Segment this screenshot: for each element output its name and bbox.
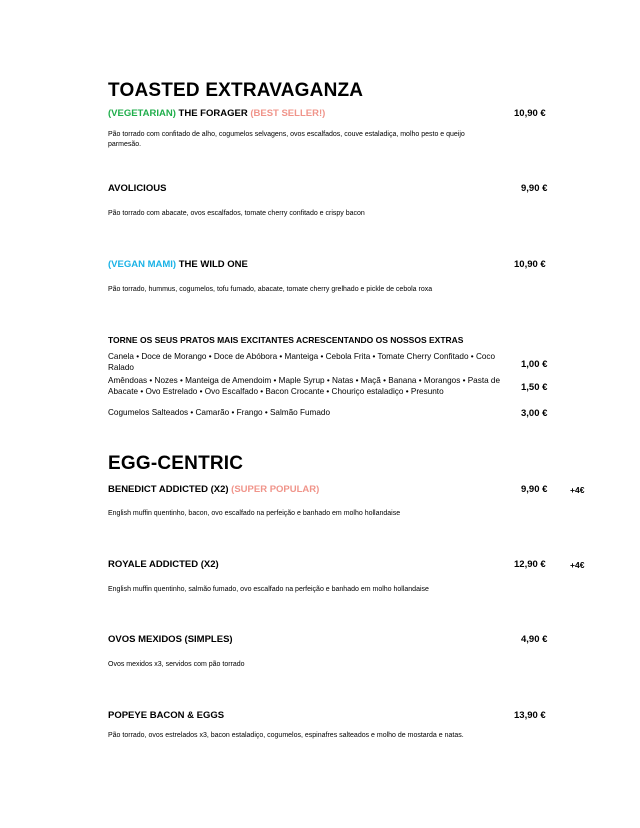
menu-item-forager xyxy=(108,108,325,119)
vegetarian-tag: (VEGETARIAN) xyxy=(108,108,176,119)
item-name: THE FORAGER xyxy=(178,108,248,119)
extras-price-2: 1,50 € xyxy=(521,382,548,393)
description-ovos-mexidos: Ovos mexidos x3, servidos com pão torrado xyxy=(108,661,245,668)
menu-item-royale: ROYALE ADDICTED (X2) xyxy=(108,559,219,570)
best-seller-badge: (BEST SELLER!) xyxy=(250,108,326,119)
extra-benedict: +4€ xyxy=(570,485,585,495)
price-forager: 10,90 € xyxy=(514,108,546,119)
menu-item-avolicious: AVOLICIOUS xyxy=(108,183,167,194)
description-popeye: Pão torrado, ovos estrelados x3, bacon estaladiço, cogumelos, espinafres salteados e molho de mostarda e natas. xyxy=(108,732,464,739)
section-title-egg-centric: EGG-CENTRIC xyxy=(108,453,244,474)
vegan-tag: (VEGAN MAMI) xyxy=(108,259,177,270)
price-avolicious: 9,90 € xyxy=(521,183,548,194)
extras-group-1: Canela • Doce de Morango • Doce de Abóbora • Manteiga • Cebola Frita • Tomate Cherry Confitado • Coco Ralado xyxy=(108,352,496,372)
extras-group-3: Cogumelos Salteados • Camarão • Frango • Salmão Fumado xyxy=(108,408,331,417)
price-royale: 12,90 € xyxy=(514,559,546,570)
super-popular-badge: (SUPER POPULAR) xyxy=(231,484,320,495)
description-royale: English muffin quentinho, salmão fumado, ovo escalfado na perfeição e banhado em molho hollandaise xyxy=(108,586,429,593)
price-ovos-mexidos: 4,90 € xyxy=(521,634,548,645)
menu-item-wild-one xyxy=(108,259,248,270)
price-popeye: 13,90 € xyxy=(514,710,546,721)
section-title-toasted: TOASTED EXTRAVAGANZA xyxy=(108,80,364,101)
description-forager: Pão torrado com confitado de alho, cogumelos selvagens, ovos escalfados, couve estaladiça, molho pesto e queijo parmesão. xyxy=(108,131,465,148)
extra-royale: +4€ xyxy=(570,560,585,570)
description-wild-one: Pão torrado, hummus, cogumelos, tofu fumado, abacate, tomate cherry grelhado e pickle de cebola roxa xyxy=(108,286,433,293)
extras-price-3: 3,00 € xyxy=(521,408,548,419)
menu-item-ovos-mexidos: OVOS MEXIDOS (SIMPLES) xyxy=(108,634,233,645)
menu-item-benedict xyxy=(108,484,319,495)
description-avolicious: Pão torrado com abacate, ovos escalfados, tomate cherry confitado e crispy bacon xyxy=(108,210,365,217)
extras-price-1: 1,00 € xyxy=(521,359,548,370)
extras-heading: TORNE OS SEUS PRATOS MAIS EXCITANTES ACRESCENTANDO OS NOSSOS EXTRAS xyxy=(108,335,464,345)
item-name: BENEDICT ADDICTED (X2) xyxy=(108,484,229,495)
price-benedict: 9,90 € xyxy=(521,484,548,495)
menu-item-popeye: POPEYE BACON & EGGS xyxy=(108,710,225,721)
item-name: THE WILD ONE xyxy=(178,259,248,270)
price-wild-one: 10,90 € xyxy=(514,259,546,270)
description-benedict: English muffin quentinho, bacon, ovo escalfado na perfeição e banhado em molho hollandaise xyxy=(108,510,401,517)
extras-group-2: Amêndoas • Nozes • Manteiga de Amendoim • Maple Syrup • Natas • Maçã • Banana • Morangos • Pasta de Abacate • Ovo Estrelado • Ovo Escalfado • Bacon Crocante • Chouriço estaladiço • Presunto xyxy=(108,376,501,396)
